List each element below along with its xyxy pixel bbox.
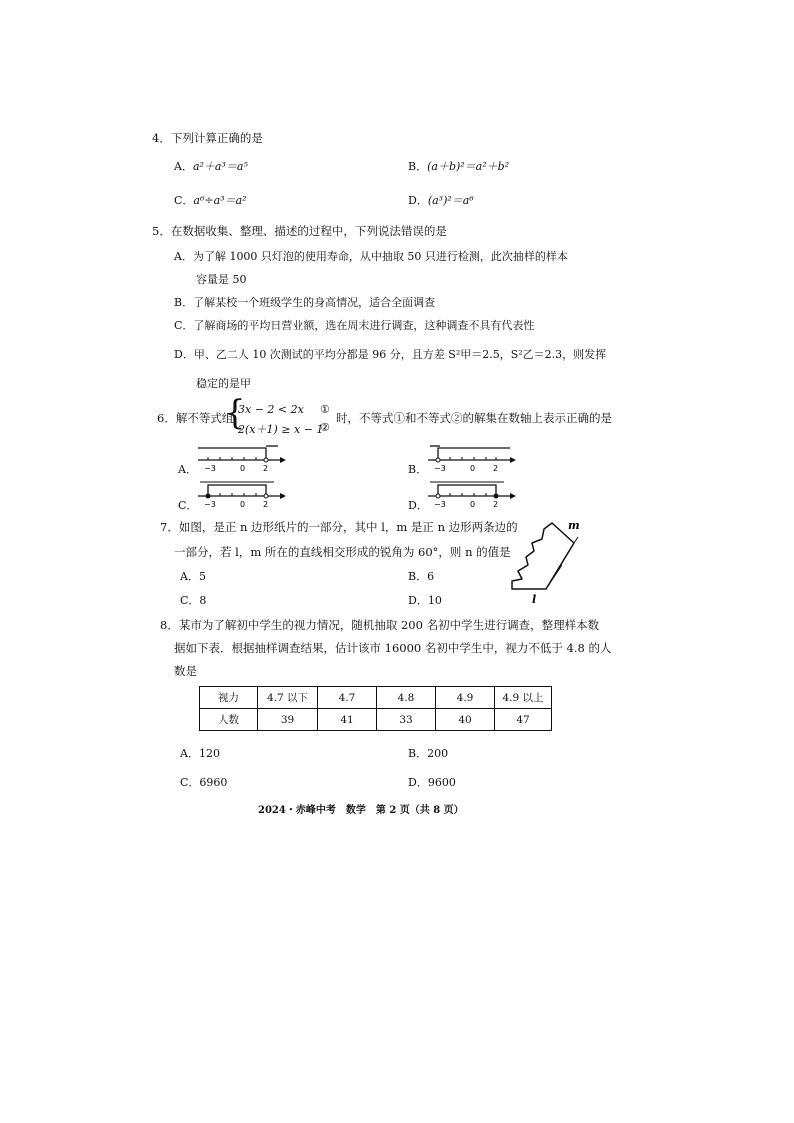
option-expr: a⁶÷a³＝a² (193, 194, 247, 207)
number-line-b (426, 440, 516, 474)
q6-inequality-2: 2(x＋1) ≥ x − 1 (238, 423, 324, 436)
tick-label: 0 (240, 500, 246, 509)
table-cell: 39 (258, 709, 318, 731)
q6-option-c-label: C． (178, 499, 198, 512)
q7-stem-line2: 一部分，若 l，m 所在的直线相交形成的锐角为 60°，则 n 的值是 (174, 545, 511, 559)
option-label: C． (174, 194, 194, 207)
table-row (200, 709, 552, 731)
q5-stem: 5．在数据收集、整理、描述的过程中，下列说法错误的是 (152, 224, 447, 238)
system-brace: { (224, 393, 246, 433)
table-cell: 41 (318, 709, 377, 731)
option-label: A． (174, 160, 193, 173)
q6-stem-suffix: 时，不等式①和不等式②的解集在数轴上表示正确的是 (336, 411, 612, 425)
q6-inequality-1-mark: ① (320, 403, 330, 416)
table-cell: 47 (495, 709, 552, 731)
option-expr: (a＋b)²＝a²＋b² (427, 160, 510, 173)
tick-label: 0 (240, 464, 246, 473)
q8-stem-line3: 数是 (174, 664, 197, 678)
table-cell: 4.9 以上 (495, 687, 552, 709)
tick-label: 0 (470, 500, 476, 509)
label-m: m (568, 519, 580, 532)
q7-stem-line1: 7．如图，是正 n 边形纸片的一部分，其中 l，m 是正 n 边形两条边的 (160, 520, 518, 534)
q5-option-a-line2: 容量是 50 (196, 273, 247, 286)
q4-option-b (408, 158, 509, 174)
q8-stem-line2: 据如下表．根据抽样调查结果，估计该市 16000 名初中学生中，视力不低于 4.8 的人 (174, 641, 612, 655)
tick-label: 2 (493, 464, 499, 473)
page-footer: 2024・赤峰中考 数学 第 2 页（共 8 页） (258, 805, 464, 816)
q5-option-d-line1: D．甲、乙二人 10 次测试的平均分都是 96 分，且方差 S²甲＝2.5，S²乙＝2.3，则发挥 (174, 348, 607, 361)
q8-option-a: A．120 (180, 747, 220, 760)
q8-stem-line1: 8．某市为了解初中学生的视力情况，随机抽取 200 名初中学生进行调查，整理样本数 (160, 618, 600, 632)
table-cell: 33 (377, 709, 436, 731)
q4-option-a (174, 158, 248, 174)
tick-label: −3 (434, 464, 446, 473)
table-row (200, 687, 552, 709)
option-label: D． (408, 194, 428, 207)
q7-option-a: A．5 (180, 570, 206, 583)
q8-option-d: D．9600 (408, 776, 456, 789)
tick-label: 2 (493, 500, 499, 509)
table-cell: 40 (436, 709, 495, 731)
table-cell: 人数 (200, 709, 258, 731)
tick-label: −3 (434, 500, 446, 509)
table-cell: 4.8 (377, 687, 436, 709)
q6-option-b-label: B． (408, 463, 428, 476)
tick-label: 2 (263, 500, 269, 509)
option-expr: a²＋a³＝a⁵ (192, 160, 248, 173)
q5-option-b: B．了解某校一个班级学生的身高情况，适合全面调查 (174, 296, 436, 309)
q4-stem: 4．下列计算正确的是 (152, 131, 263, 145)
q7-option-b: B．6 (408, 570, 435, 583)
number-line-c (196, 476, 286, 510)
q7-option-d: D．10 (408, 594, 442, 607)
q6-option-a-label: A． (178, 463, 197, 476)
tick-label: −3 (204, 464, 216, 473)
q5-option-d-line2: 稳定的是甲 (196, 377, 251, 390)
q5-option-c: C．了解商场的平均日营业额，选在周末进行调查，这种调查不具有代表性 (174, 319, 535, 332)
number-line-d (426, 476, 516, 510)
tick-label: 0 (470, 464, 476, 473)
label-l: l (532, 593, 537, 605)
table-cell: 4.9 (436, 687, 495, 709)
q6-inequality-1: 3x − 2 < 2x (238, 403, 304, 416)
q4-option-d (408, 192, 474, 208)
table-cell: 视力 (200, 687, 258, 709)
polygon-figure (500, 515, 590, 605)
table-cell: 4.7 (318, 687, 377, 709)
option-expr: (a³)²＝a⁶ (427, 194, 474, 207)
q4-option-c (174, 192, 247, 208)
table-cell: 4.7 以下 (258, 687, 318, 709)
vision-table (199, 686, 552, 731)
q7-option-c: C．8 (180, 594, 207, 607)
q5-option-a-line1: A．为了解 1000 只灯泡的使用寿命，从中抽取 50 只进行检测，此次抽样的样本 (174, 250, 568, 263)
q6-inequality-2-mark: ② (320, 421, 330, 434)
tick-label: −3 (204, 500, 216, 509)
q8-option-b: B．200 (408, 747, 449, 760)
option-label: B． (408, 160, 428, 173)
q6-stem-prefix: 6．解不等式组 (157, 411, 234, 425)
q6-option-d-label: D． (408, 499, 428, 512)
number-line-a (196, 440, 286, 474)
q8-option-c: C．6960 (180, 776, 228, 789)
tick-label: 2 (263, 464, 269, 473)
